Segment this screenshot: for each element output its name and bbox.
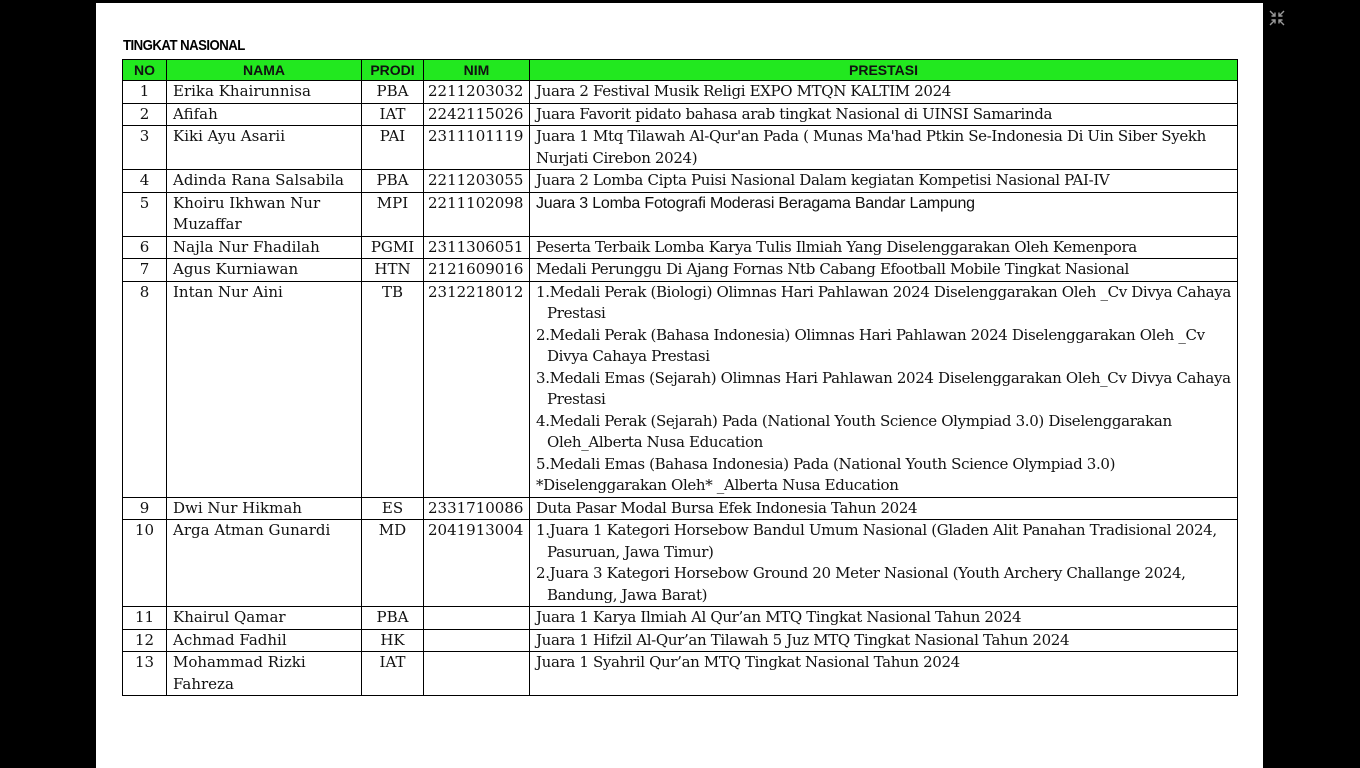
- cell-nama: Afifah: [167, 103, 362, 126]
- cell-no: 8: [123, 281, 167, 497]
- cell-prodi: ES: [362, 497, 424, 520]
- table-row: [123, 497, 1238, 520]
- cell-no: 1: [123, 81, 167, 104]
- cell-nim: 2242115026: [424, 103, 530, 126]
- prestasi-line: 2.Juara 3 Kategori Horsebow Ground 20 Meter Nasional (Youth Archery Challange 2024, Bandung, Jawa Barat): [536, 564, 1186, 604]
- cell-nim: 2041913004: [424, 520, 530, 607]
- cell-nama: Achmad Fadhil: [167, 629, 362, 652]
- header-prestasi: PRESTASI: [530, 60, 1238, 81]
- cell-prodi: IAT: [362, 103, 424, 126]
- table-row: [123, 281, 1238, 497]
- prestasi-line: 5.Medali Emas (Bahasa Indonesia) Pada (National Youth Science Olympiad 3.0): [536, 454, 1116, 473]
- cell-nama: Najla Nur Fhadilah: [167, 236, 362, 259]
- cell-nama: Adinda Rana Salsabila: [167, 170, 362, 193]
- cell-prestasi: [530, 607, 1238, 630]
- cell-prodi: MPI: [362, 192, 424, 236]
- cell-prestasi: [530, 497, 1238, 520]
- cell-no: 2: [123, 103, 167, 126]
- cell-prodi: PGMI: [362, 236, 424, 259]
- cell-prodi: MD: [362, 520, 424, 607]
- cell-prestasi: [530, 192, 1238, 236]
- cell-prestasi: [530, 81, 1238, 104]
- cell-nim: 2331710086: [424, 497, 530, 520]
- cell-no: 7: [123, 259, 167, 282]
- cell-nama: Erika Khairunnisa: [167, 81, 362, 104]
- cell-no: 6: [123, 236, 167, 259]
- cell-nama: Agus Kurniawan: [167, 259, 362, 282]
- prestasi-line: *Diselenggarakan Oleh* _Alberta Nusa Education: [536, 476, 899, 494]
- cell-prodi: TB: [362, 281, 424, 497]
- cell-prodi: PBA: [362, 170, 424, 193]
- header-nama: NAMA: [167, 60, 362, 81]
- cell-nama: Intan Nur Aini: [167, 281, 362, 497]
- cell-nama: Dwi Nur Hikmah: [167, 497, 362, 520]
- cell-no: 11: [123, 607, 167, 630]
- cell-prodi: PBA: [362, 81, 424, 104]
- prestasi-line: Juara 2 Festival Musik Religi EXPO MTQN KALTIM 2024: [536, 82, 951, 100]
- cell-no: 9: [123, 497, 167, 520]
- prestasi-line: Juara 1 Mtq Tilawah Al-Qur'an Pada ( Munas Ma'had Ptkin Se-Indonesia Di Uin Siber Syekh Nurjati Cirebon 2024): [536, 127, 1206, 167]
- table-row: [123, 607, 1238, 630]
- cell-prestasi: [530, 520, 1238, 607]
- table-header-row: [123, 60, 1238, 81]
- prestasi-line: Medali Perunggu Di Ajang Fornas Ntb Cabang Efootball Mobile Tingkat Nasional: [536, 260, 1130, 278]
- table-row: [123, 520, 1238, 607]
- cell-prodi: PBA: [362, 607, 424, 630]
- cell-no: 3: [123, 126, 167, 170]
- cell-prodi: IAT: [362, 652, 424, 696]
- cell-nim: [424, 652, 530, 696]
- prestasi-line: Juara Favorit pidato bahasa arab tingkat Nasional di UINSI Samarinda: [536, 104, 1053, 123]
- prestasi-line: Juara 2 Lomba Cipta Puisi Nasional Dalam kegiatan Kompetisi Nasional PAI-IV: [536, 171, 1110, 189]
- prestasi-line: Juara 1 Karya Ilmiah Al Qur’an MTQ Tingkat Nasional Tahun 2024: [536, 608, 1022, 626]
- prestasi-line: 1.Juara 1 Kategori Horsebow Bandul Umum Nasional (Gladen Alit Panahan Tradisional 2024, Pasuruan, Jawa Timur): [536, 521, 1217, 561]
- section-title: TINGKAT NASIONAL: [123, 37, 245, 54]
- table-row: [123, 652, 1238, 696]
- cell-prestasi: [530, 126, 1238, 170]
- cell-prestasi: [530, 629, 1238, 652]
- cell-no: 5: [123, 192, 167, 236]
- cell-prestasi: [530, 652, 1238, 696]
- cell-nama: Khoiru Ikhwan Nur Muzaffar: [167, 192, 362, 236]
- cell-nama: Kiki Ayu Asarii: [167, 126, 362, 170]
- cell-nim: 2311101119: [424, 126, 530, 170]
- cell-no: 12: [123, 629, 167, 652]
- table-body: [123, 81, 1238, 696]
- cell-nama: Mohammad Rizki Fahreza: [167, 652, 362, 696]
- prestasi-line: Juara 1 Syahril Qur’an MTQ Tingkat Nasional Tahun 2024: [536, 653, 960, 671]
- cell-nim: 2312218012: [424, 281, 530, 497]
- prestasi-line: Juara 1 Hifzil Al-Qur’an Tilawah 5 Juz MTQ Tingkat Nasional Tahun 2024: [536, 630, 1070, 649]
- cell-nama: Khairul Qamar: [167, 607, 362, 630]
- header-no: NO: [123, 60, 167, 81]
- cell-nim: [424, 629, 530, 652]
- cell-prodi: PAI: [362, 126, 424, 170]
- cell-nim: 2211203032: [424, 81, 530, 104]
- cell-nim: 2211102098: [424, 192, 530, 236]
- achievement-table: [122, 59, 1238, 696]
- cell-no: 13: [123, 652, 167, 696]
- cell-prestasi: [530, 259, 1238, 282]
- table-row: [123, 126, 1238, 170]
- table-row: [123, 259, 1238, 282]
- prestasi-line: 2.Medali Perak (Bahasa Indonesia) Olimnas Hari Pahlawan 2024 Diselenggarakan Oleh _Cv Divya Cahaya Prestasi: [536, 325, 1205, 365]
- cell-prestasi: [530, 170, 1238, 193]
- cell-nim: 2211203055: [424, 170, 530, 193]
- prestasi-line: Peserta Terbaik Lomba Karya Tulis Ilmiah Yang Diselenggarakan Oleh Kemenpora: [536, 237, 1137, 256]
- cell-nim: [424, 607, 530, 630]
- prestasi-line: 3.Medali Emas (Sejarah) Olimnas Hari Pahlawan 2024 Diselenggarakan Oleh_Cv Divya Cahaya Prestasi: [536, 368, 1231, 408]
- cell-prodi: HTN: [362, 259, 424, 282]
- table-row: [123, 236, 1238, 259]
- cell-no: 4: [123, 170, 167, 193]
- header-prodi: PRODI: [362, 60, 424, 81]
- prestasi-line: 4.Medali Perak (Sejarah) Pada (National Youth Science Olympiad 3.0) Diselenggarakan Oleh_Alberta Nusa Education: [536, 411, 1172, 451]
- table-row: [123, 81, 1238, 104]
- table-row: [123, 629, 1238, 652]
- cell-nim: 2121609016: [424, 259, 530, 282]
- prestasi-line: 1.Medali Perak (Biologi) Olimnas Hari Pahlawan 2024 Diselenggarakan Oleh _Cv Divya Cahaya Prestasi: [536, 282, 1231, 322]
- cell-prodi: HK: [362, 629, 424, 652]
- cell-no: 10: [123, 520, 167, 607]
- cell-prestasi: [530, 103, 1238, 126]
- document-page: [96, 3, 1263, 768]
- cell-nim: 2311306051: [424, 236, 530, 259]
- header-nim: NIM: [424, 60, 530, 81]
- table-row: [123, 170, 1238, 193]
- cell-nama: Arga Atman Gunardi: [167, 520, 362, 607]
- exit-fullscreen-icon[interactable]: [1268, 9, 1286, 27]
- table-row: [123, 103, 1238, 126]
- cell-prestasi: [530, 236, 1238, 259]
- prestasi-line: Juara 3 Lomba Fotografi Moderasi Beragama Bandar Lampung: [536, 194, 975, 212]
- prestasi-line: Duta Pasar Modal Bursa Efek Indonesia Tahun 2024: [536, 498, 918, 517]
- table-row: [123, 192, 1238, 236]
- cell-prestasi: [530, 281, 1238, 497]
